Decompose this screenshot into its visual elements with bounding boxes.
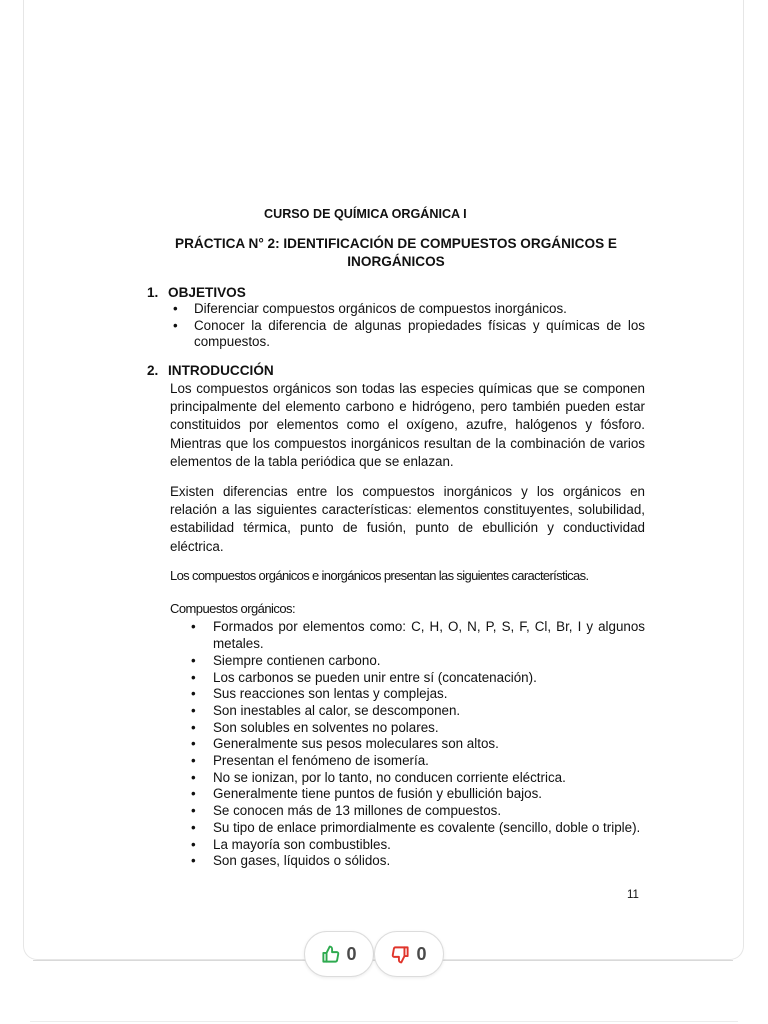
upvote-button[interactable] [304,931,374,977]
document-content [147,206,645,870]
section-number: 2. [147,362,159,378]
list-item: • Son inestables al calor, se descomponen. [191,703,645,720]
paragraph: Los compuestos orgánicos son todas las especies químicas que se componen principalmente del elemento carbono e hidrógeno, pero también pueden estar constituidos por elementos como el oxígeno, azufre, halógenos y fósforo. Mientras que los compuestos inorgánicos resultan de la combinación de varios elementos de la tabla periódica que se enlazan. [170,380,645,470]
section-number: 1. [147,284,159,300]
summary-line: Los compuestos orgánicos e inorgánicos presentan las siguientes características. [170,568,589,584]
list-item: • Presentan el fenómeno de isomería. [191,753,645,770]
list-item: • Conocer la diferencia de algunas propiedades físicas y químicas de los compuestos. [173,318,645,351]
list-item: • Su tipo de enlace primordialmente es covalente (sencillo, doble o triple). [191,820,645,837]
list-item: • Son solubles en solventes no polares. [191,720,645,737]
paragraph: Existen diferencias entre los compuestos inorgánicos y los orgánicos en relación a las siguientes características: elementos constituyentes, solubilidad, estabilidad térmica, punto de fusión, punto de ebullición y conductividad eléctrica. [170,483,645,554]
list-item: • La mayoría son combustibles. [191,837,645,854]
upvote-count: 0 [346,943,357,964]
objectives-list [147,301,645,351]
page-number: 11 [627,889,639,901]
course-title: CURSO DE QUÍMICA ORGÁNICA I [264,207,467,221]
list-item: • Formados por elementos como: C, H, O, N, P, S, F, Cl, Br, I y algunos metales. [191,619,645,652]
list-item: • Sus reacciones son lentas y complejas. [191,686,645,703]
section-title: INTRODUCCIÓN [168,362,274,378]
list-item: • Son gases, líquidos o sólidos. [191,853,645,870]
list-item: • Siempre contienen carbono. [191,653,645,670]
list-item: • Generalmente sus pesos moleculares son altos. [191,736,645,753]
list-item: • Los carbonos se pueden unir entre sí (concatenación). [191,670,645,687]
list-item: • Se conocen más de 13 millones de compuestos. [191,803,645,820]
organic-heading: Compuestos orgánicos: [170,600,296,616]
downvote-button[interactable] [374,931,444,977]
thumbs-up-icon [321,945,340,964]
practice-title: PRÁCTICA N° 2: IDENTIFICACIÓN DE COMPUESTOS ORGÁNICOS E INORGÁNICOS [175,235,617,269]
section-heading-introduccion [147,363,645,380]
section-title: OBJETIVOS [168,284,246,300]
thumbs-down-icon [391,945,410,964]
list-item: • Generalmente tiene puntos de fusión y ebullición bajos. [191,786,645,803]
footer-divider [30,1021,738,1022]
section-heading-objetivos [147,285,645,302]
list-item: • Diferenciar compuestos orgánicos de compuestos inorgánicos. [173,301,645,318]
list-item: • No se ionizan, por lo tanto, no conducen corriente eléctrica. [191,770,645,787]
organic-characteristics-list [147,619,645,870]
downvote-count: 0 [416,943,427,964]
